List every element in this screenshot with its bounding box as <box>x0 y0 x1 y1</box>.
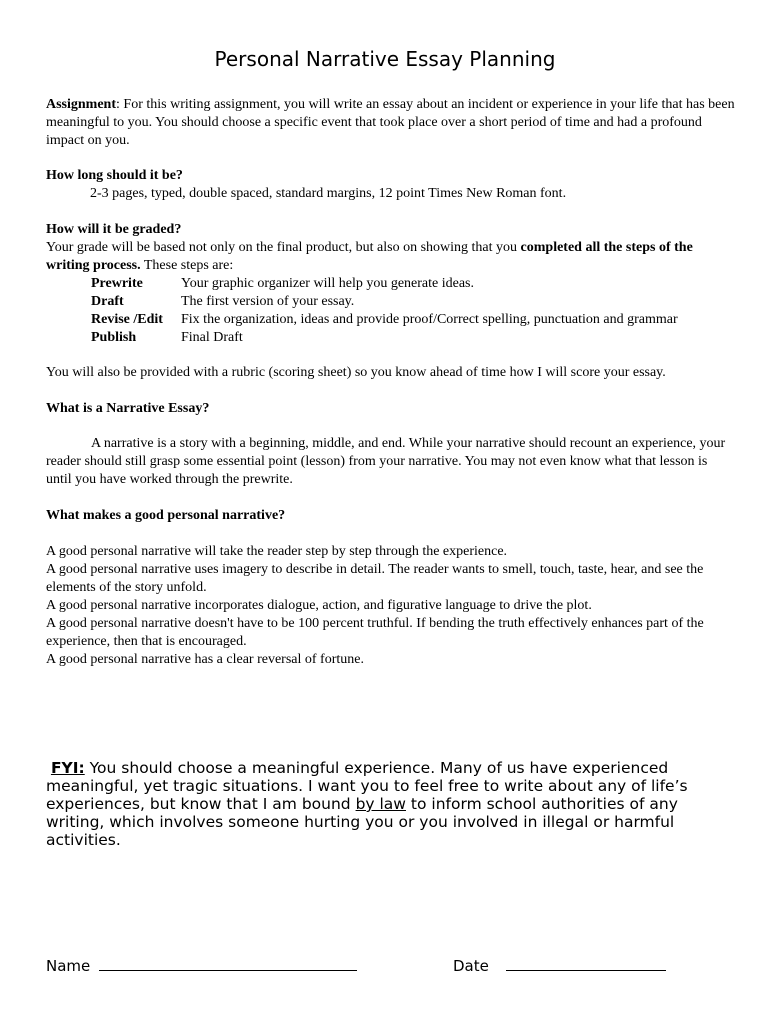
steps-list <box>46 275 736 347</box>
step-desc: The first version of your essay. <box>181 294 355 309</box>
fyi-text-underlined: by law <box>355 795 406 813</box>
step-desc: Final Draft <box>181 330 243 345</box>
step-row-draft <box>46 293 736 311</box>
date-label: Date <box>453 957 489 975</box>
assignment-paragraph <box>46 96 736 150</box>
page-title: Personal Narrative Essay Planning <box>214 47 556 71</box>
good-narrative-list <box>46 543 736 669</box>
step-name: Draft <box>91 294 124 309</box>
good-narrative-heading: What makes a good personal narrative? <box>46 508 286 523</box>
length-text: 2-3 pages, typed, double spaced, standard margins, 12 point Times New Roman font. <box>90 186 567 201</box>
step-desc: Your graphic organizer will help you generate ideas. <box>181 276 475 291</box>
assignment-label: Assignment <box>46 97 117 112</box>
step-name: Prewrite <box>91 276 143 291</box>
step-desc: Fix the organization, ideas and provide proof/Correct spelling, punctuation and grammar <box>181 312 678 327</box>
step-name: Publish <box>91 330 137 345</box>
step-row-prewrite <box>46 275 736 293</box>
rubric-text: You will also be provided with a rubric (scoring sheet) so you know ahead of time how I will score your essay. <box>46 365 666 380</box>
length-section <box>46 167 736 203</box>
name-input-line[interactable] <box>99 956 357 971</box>
fyi-label: FYI: <box>50 759 85 777</box>
name-label: Name <box>46 957 91 975</box>
step-row-revise-edit <box>46 311 736 329</box>
date-input-line[interactable] <box>506 956 666 971</box>
grading-description <box>46 239 736 275</box>
fyi-text-before: You should choose a meaningful experience. Many of us have experienced meaningful, yet tragic situations. I want you to feel free to write about any of life’s experiences, but know that I am bound <box>46 759 688 813</box>
list-item: A good personal narrative uses imagery to describe in detail. The reader wants to smell, touch, taste, hear, and see the elements of the story unfold. <box>46 562 704 595</box>
grading-section <box>46 221 736 347</box>
narrative-paragraph: A narrative is a story with a beginning, middle, and end. While your narrative should recount an experience, your reader should still grasp some essential point (lesson) from your narrative. You may not even know what that lesson is until you have worked through the prewrite. <box>46 436 726 487</box>
date-field <box>453 956 666 976</box>
narrative-heading: What is a Narrative Essay? <box>46 401 210 416</box>
fyi-note <box>46 759 736 849</box>
step-row-publish <box>46 329 736 347</box>
step-name: Revise /Edit <box>91 312 163 327</box>
list-item: A good personal narrative has a clear reversal of fortune. <box>46 652 364 667</box>
list-item: A good personal narrative doesn't have to be 100 percent truthful. If bending the truth effectively enhances part of the experience, then that is encouraged. <box>46 616 704 649</box>
list-item: A good personal narrative incorporates dialogue, action, and figurative language to drive the plot. <box>46 598 592 613</box>
grading-heading: How will it be graded? <box>46 222 182 237</box>
grading-text-after: These steps are: <box>140 258 234 273</box>
name-field <box>46 956 357 976</box>
fyi-text-after: to inform school authorities of any writing, which involves someone hurting you or you involved in illegal or harmful activities. <box>46 795 678 849</box>
length-heading: How long should it be? <box>46 168 183 183</box>
grading-text-before: Your grade will be based not only on the final product, but also on showing that you <box>46 240 521 255</box>
grading-text-bold: completed all the steps of the writing process. <box>46 240 693 273</box>
assignment-text: : For this writing assignment, you will write an essay about an incident or experience in your life that has been meaningful to you. You should choose a specific event that took place over a short period of time and had a profound impact on you. <box>46 97 735 148</box>
list-item: A good personal narrative will take the reader step by step through the experience. <box>46 544 508 559</box>
